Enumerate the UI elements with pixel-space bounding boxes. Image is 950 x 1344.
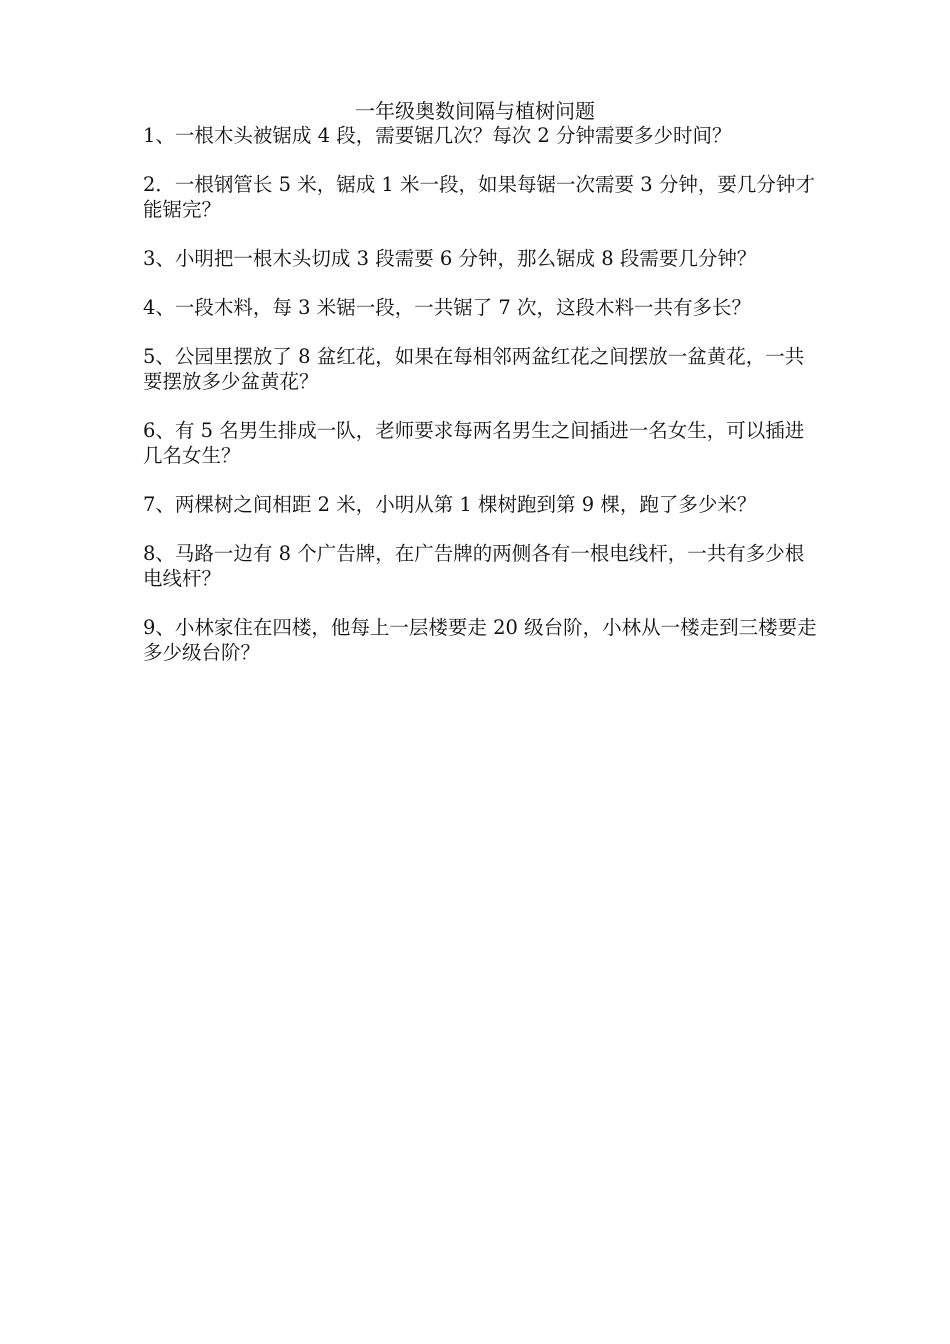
question-list [143,123,823,689]
question-6: 6、有 5 名男生排成一队，老师要求每两名男生之间插进一名女生，可以插进几名女生？ [143,419,805,467]
question-1: 1、一根木头被锯成 4 段，需要锯几次？每次 2 分钟需要多少时间？ [143,124,732,147]
question-7: 7、两棵树之间相距 2 米，小明从第 1 棵树跑到第 9 棵，跑了多少米？ [143,493,757,516]
question-8: 8、马路一边有 8 个广告牌，在广告牌的两侧各有一根电线杆，一共有多少根电线杆？ [143,542,805,590]
question-3: 3、小明把一根木头切成 3 段需要 6 分钟，那么锯成 8 段需要几分钟？ [143,247,757,270]
question-2: 2．一根钢管长 5 米，锯成 1 米一段，如果每锯一次需要 3 分钟，要几分钟才能锯完？ [143,173,815,221]
question-5: 5、公园里摆放了 8 盆红花，如果在每相邻两盆红花之间摆放一盆黄花，一共要摆放多少盆黄花？ [143,345,805,393]
page-title: 一年级奥数间隔与植树问题 [355,99,595,123]
question-4: 4、一段木料，每 3 米锯一段，一共锯了 7 次，这段木料一共有多长？ [143,296,752,319]
question-9: 9、小林家住在四楼，他每上一层楼要走 20 级台阶，小林从一楼走到三楼要走多少级台阶？ [143,616,817,664]
